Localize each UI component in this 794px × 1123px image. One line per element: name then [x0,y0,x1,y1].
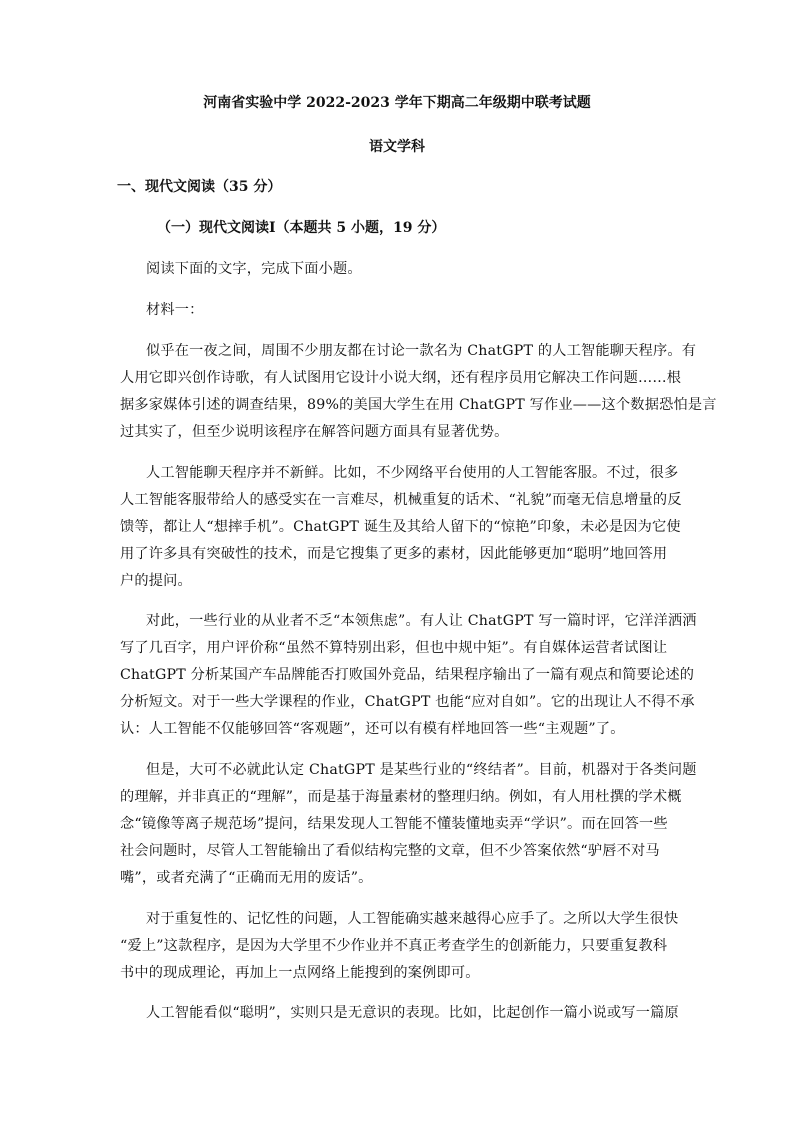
paragraph-line: 嘴”，或者充满了“正确而无用的废话”。 [120,870,373,886]
subject-title: 语文学科 [369,139,425,155]
paragraph-line: 馈等，都让人“想摔手机”。ChatGPT 诞生及其给人留下的“惊艳”印象，未必是因为它使 [120,519,681,535]
paragraph-line: 对于重复性的、记忆性的问题，人工智能确实越来越得心应手了。之所以大学生很快 [146,911,679,927]
paragraph-line: 人工智能客服带给人的感受实在一言难尽，机械重复的话术、“礼貌”而毫无信息增量的反 [120,492,682,508]
paragraph-line: 念“镜像等离子规范场”提问，结果发现人工智能不懂装懂地卖弄“学识”。而在回答一些 [120,816,668,832]
paragraph-line: 据多家媒体引述的调查结果，89%的美国大学生在用 ChatGPT 写作业——这个数据恐怕是言 [120,397,717,413]
paragraph-line: ChatGPT 分析某国产车品牌能否打败国外竞品，结果程序输出了一篇有观点和简要论述的 [120,667,695,683]
paragraph-line: 人工智能聊天程序并不新鲜。比如，不少网络平台使用的人工智能客服。不过，很多 [146,465,679,481]
paragraph-line: 书中的现成理论，再加上一点网络上能搜到的案例即可。 [120,965,480,981]
paragraph-line: 过其实了，但至少说明该程序在解答问题方面具有显著优势。 [120,424,509,440]
paragraph-line: 写了几百字，用户评价称“虽然不算特别出彩，但也中规中矩”。有自媒体运营者试图让 [120,640,668,656]
paragraph-line: 用了许多具有突破性的技术，而是它搜集了更多的素材，因此能够更加“聪明”地回答用 [120,546,668,562]
paragraph-line: 对此，一些行业的从业者不乏“本领焦虑”。有人让 ChatGPT 写一篇时评，它洋洋洒洒 [146,613,697,629]
paragraph-line: 人工智能看似“聪明”，实则只是无意识的表现。比如，比起创作一篇小说或写一篇原 [146,1005,679,1021]
paragraph-line: 但是，大可不必就此认定 ChatGPT 是某些行业的“终结者”。目前，机器对于各类问题 [146,762,697,778]
paragraph-line: 人用它即兴创作诗歌，有人试图用它设计小说大纲，还有程序员用它解决工作问题……根 [120,370,682,386]
paragraph-line: 社会问题时，尽管人工智能输出了看似结构完整的文章，但不少答案依然“驴唇不对马 [120,843,660,859]
section-heading: 一、现代文阅读（35 分） [117,179,282,195]
paragraph-line: “爱上”这款程序，是因为大学里不少作业并不真正考查学生的创新能力，只要重复教科 [120,938,668,954]
subsection-heading: （一）现代文阅读Ⅰ（本题共 5 小题，19 分） [157,220,446,236]
paragraph-line: 户的提问。 [120,573,192,589]
exam-title: 河南省实验中学 2022-2023 学年下期高二年级期中联考试题 [203,95,591,111]
material-label: 材料一： [146,302,204,318]
paragraph-line: 似乎在一夜之间，周围不少朋友都在讨论一款名为 ChatGPT 的人工智能聊天程序。有 [146,343,697,359]
paragraph-line: 的理解，并非真正的“理解”，而是基于海量素材的整理归纳。例如，有人用杜撰的学术概 [120,789,682,805]
paragraph-line: 分析短文。对于一些大学课程的作业，ChatGPT 也能“应对自如”。它的出现让人不得不承 [120,694,695,710]
paragraph-line: 认：人工智能不仅能够回答“客观题”，还可以有模有样地回答一些“主观题”了。 [120,721,625,737]
instruction-text: 阅读下面的文字，完成下面小题。 [146,261,362,277]
